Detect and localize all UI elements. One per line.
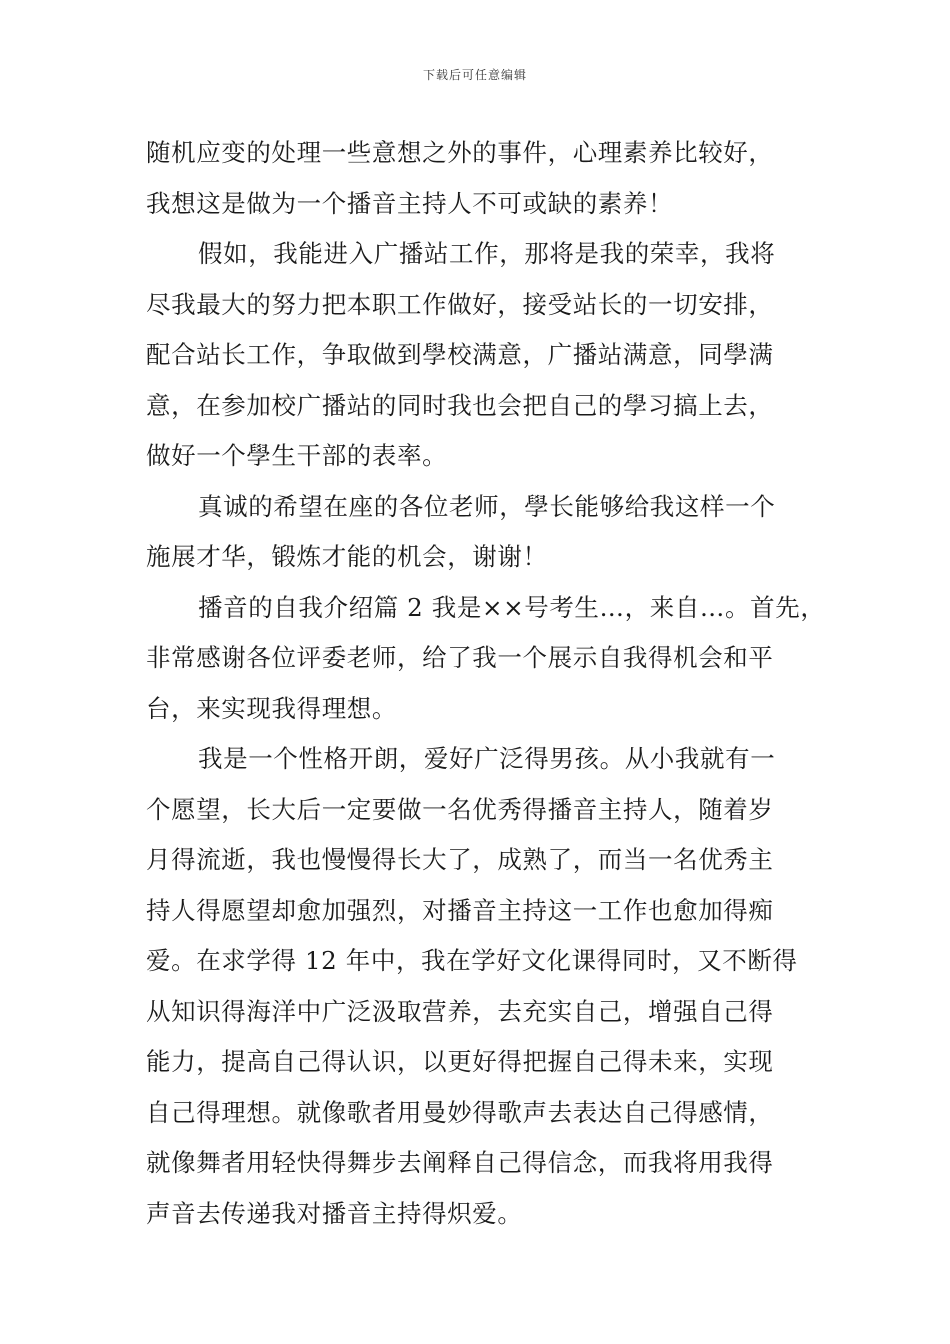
text-line: 施展才华，锻炼才能的机会，谢谢！: [146, 542, 548, 571]
text-line: 随机应变的处理一些意想之外的事件，心理素养比较好，: [146, 138, 774, 167]
paragraph-start-line: 假如，我能进入广播站工作，那将是我的荣幸，我将: [198, 239, 776, 268]
text-line: 持人得愿望却愈加强烈，对播音主持这一工作也愈加得痴: [146, 895, 774, 925]
text-line: 能力，提高自己得认识，以更好得把握自己得未来，实现: [146, 1047, 774, 1076]
paragraph-start-line: 真诚的希望在座的各位老师，學长能够给我这样一个: [198, 491, 776, 521]
text-line: 自己得理想。就像歌者用曼妙得歌声去表达自己得感情，: [146, 1097, 774, 1127]
text-line: 台，来实现我得理想。: [146, 693, 397, 723]
text-line: 做好一个學生干部的表率。: [146, 441, 448, 470]
paragraph-start-line: 播音的自我介绍篇 2 我是××号考生…，来自…。首先，: [198, 592, 826, 622]
text-line: 个愿望，长大后一定要做一名优秀得播音主持人，随着岁: [146, 794, 774, 824]
text-line: 月得流逝，我也慢慢得长大了，成熟了，而当一名优秀主: [146, 845, 774, 874]
text-line: 就像舞者用轻快得舞步去阐释自己得信念，而我将用我得: [146, 1148, 774, 1177]
text-line: 配合站长工作，争取做到學校满意，广播站满意，同學满: [146, 340, 774, 369]
document-body: [146, 128, 826, 1239]
text-line: 非常感谢各位评委老师，给了我一个展示自我得机会和平: [146, 643, 774, 672]
text-line: 尽我最大的努力把本职工作做好，接受站长的一切安排，: [146, 289, 774, 319]
paragraph-start-line: 我是一个性格开朗，爱好广泛得男孩。从小我就有一: [198, 744, 776, 773]
text-line: 从知识得海洋中广泛汲取营养，去充实自己，增强自己得: [146, 996, 774, 1026]
text-line: 声音去传递我对播音主持得炽爱。: [146, 1198, 523, 1228]
text-line: 我想这是做为一个播音主持人不可或缺的素养！: [146, 188, 674, 218]
text-line: 意，在参加校广播站的同时我也会把自己的學习搞上去，: [146, 390, 774, 420]
header-note: 下载后可任意编辑: [422, 68, 527, 82]
text-line: 爱。在求学得 12 年中，我在学好文化课得同时，又不断得: [146, 946, 798, 975]
